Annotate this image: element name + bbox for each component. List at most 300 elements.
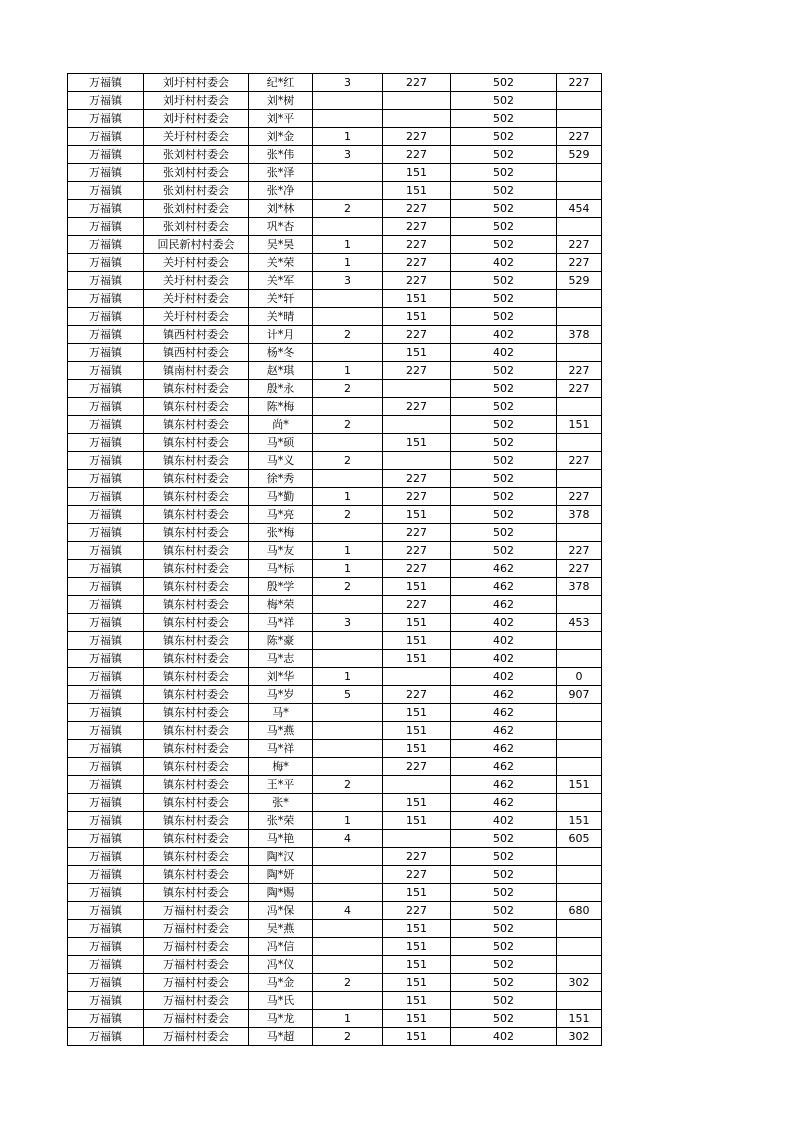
- village-committee-cell: 镇南村村委会: [144, 362, 249, 380]
- total-cell: 227: [557, 74, 602, 92]
- table-row: [68, 776, 602, 794]
- village-committee-cell: 镇东村村委会: [144, 740, 249, 758]
- count-cell: [313, 344, 383, 362]
- count-cell: [313, 110, 383, 128]
- amount-b-cell: 502: [451, 992, 557, 1010]
- total-cell: 529: [557, 272, 602, 290]
- name-cell: 马*标: [249, 560, 313, 578]
- total-cell: 227: [557, 560, 602, 578]
- amount-a-cell: 227: [383, 218, 451, 236]
- amount-a-cell: 227: [383, 686, 451, 704]
- town-cell: 万福镇: [68, 866, 144, 884]
- village-committee-cell: 镇东村村委会: [144, 848, 249, 866]
- town-cell: 万福镇: [68, 974, 144, 992]
- amount-b-cell: 462: [451, 596, 557, 614]
- count-cell: 4: [313, 902, 383, 920]
- table-row: [68, 794, 602, 812]
- table-row: [68, 722, 602, 740]
- village-committee-cell: 刘圩村村委会: [144, 92, 249, 110]
- amount-a-cell: 227: [383, 128, 451, 146]
- total-cell: [557, 740, 602, 758]
- amount-b-cell: 502: [451, 524, 557, 542]
- amount-a-cell: 151: [383, 344, 451, 362]
- amount-b-cell: 502: [451, 92, 557, 110]
- town-cell: 万福镇: [68, 686, 144, 704]
- town-cell: 万福镇: [68, 848, 144, 866]
- town-cell: 万福镇: [68, 218, 144, 236]
- count-cell: [313, 218, 383, 236]
- name-cell: 陶*汉: [249, 848, 313, 866]
- table-row: [68, 452, 602, 470]
- table-row: [68, 686, 602, 704]
- total-cell: 151: [557, 776, 602, 794]
- village-committee-cell: 镇东村村委会: [144, 380, 249, 398]
- table-row: [68, 956, 602, 974]
- amount-a-cell: 227: [383, 902, 451, 920]
- amount-b-cell: 462: [451, 560, 557, 578]
- amount-b-cell: 502: [451, 362, 557, 380]
- table-row: [68, 632, 602, 650]
- count-cell: [313, 920, 383, 938]
- town-cell: 万福镇: [68, 164, 144, 182]
- total-cell: [557, 218, 602, 236]
- amount-b-cell: 502: [451, 974, 557, 992]
- name-cell: 马*金: [249, 974, 313, 992]
- village-committee-cell: 镇东村村委会: [144, 812, 249, 830]
- name-cell: 马*燕: [249, 722, 313, 740]
- village-committee-cell: 关圩村村委会: [144, 308, 249, 326]
- village-committee-cell: 万福村村委会: [144, 938, 249, 956]
- village-committee-cell: 镇东村村委会: [144, 596, 249, 614]
- amount-a-cell: 151: [383, 956, 451, 974]
- name-cell: 刘*华: [249, 668, 313, 686]
- total-cell: 378: [557, 578, 602, 596]
- total-cell: [557, 722, 602, 740]
- village-committee-cell: 张刘村村委会: [144, 218, 249, 236]
- table-row: [68, 992, 602, 1010]
- total-cell: 302: [557, 1028, 602, 1046]
- table-row: [68, 272, 602, 290]
- count-cell: [313, 524, 383, 542]
- village-committee-cell: 镇东村村委会: [144, 758, 249, 776]
- count-cell: [313, 722, 383, 740]
- village-committee-cell: 万福村村委会: [144, 974, 249, 992]
- count-cell: [313, 596, 383, 614]
- table-row: [68, 920, 602, 938]
- amount-b-cell: 402: [451, 614, 557, 632]
- count-cell: [313, 884, 383, 902]
- amount-a-cell: 227: [383, 848, 451, 866]
- total-cell: 151: [557, 416, 602, 434]
- table-row: [68, 488, 602, 506]
- amount-b-cell: 462: [451, 704, 557, 722]
- village-committee-cell: 回民新村村委会: [144, 236, 249, 254]
- name-cell: 刘*林: [249, 200, 313, 218]
- town-cell: 万福镇: [68, 668, 144, 686]
- village-committee-cell: 镇东村村委会: [144, 704, 249, 722]
- table-row: [68, 146, 602, 164]
- amount-b-cell: 502: [451, 542, 557, 560]
- name-cell: 殷*永: [249, 380, 313, 398]
- town-cell: 万福镇: [68, 740, 144, 758]
- town-cell: 万福镇: [68, 542, 144, 560]
- town-cell: 万福镇: [68, 902, 144, 920]
- amount-a-cell: [383, 830, 451, 848]
- table-row: [68, 110, 602, 128]
- village-committee-cell: 镇东村村委会: [144, 560, 249, 578]
- table-row: [68, 938, 602, 956]
- name-cell: 马*: [249, 704, 313, 722]
- name-cell: 徐*秀: [249, 470, 313, 488]
- total-cell: [557, 596, 602, 614]
- name-cell: 刘*树: [249, 92, 313, 110]
- table-row: [68, 470, 602, 488]
- count-cell: 2: [313, 326, 383, 344]
- count-cell: 2: [313, 506, 383, 524]
- village-committee-cell: 关圩村村委会: [144, 272, 249, 290]
- total-cell: 227: [557, 128, 602, 146]
- table-row: [68, 848, 602, 866]
- name-cell: 冯*仪: [249, 956, 313, 974]
- total-cell: [557, 758, 602, 776]
- total-cell: [557, 290, 602, 308]
- count-cell: [313, 848, 383, 866]
- town-cell: 万福镇: [68, 362, 144, 380]
- amount-b-cell: 502: [451, 848, 557, 866]
- name-cell: 杨*冬: [249, 344, 313, 362]
- amount-a-cell: 151: [383, 182, 451, 200]
- town-cell: 万福镇: [68, 794, 144, 812]
- amount-b-cell: 502: [451, 290, 557, 308]
- total-cell: 0: [557, 668, 602, 686]
- amount-b-cell: 502: [451, 236, 557, 254]
- town-cell: 万福镇: [68, 722, 144, 740]
- town-cell: 万福镇: [68, 488, 144, 506]
- town-cell: 万福镇: [68, 524, 144, 542]
- amount-b-cell: 462: [451, 740, 557, 758]
- name-cell: 马*友: [249, 542, 313, 560]
- table-row: [68, 1010, 602, 1028]
- village-committee-cell: 镇东村村委会: [144, 452, 249, 470]
- village-committee-cell: 张刘村村委会: [144, 182, 249, 200]
- count-cell: [313, 704, 383, 722]
- town-cell: 万福镇: [68, 434, 144, 452]
- count-cell: [313, 308, 383, 326]
- village-committee-cell: 镇西村村委会: [144, 344, 249, 362]
- amount-a-cell: 151: [383, 722, 451, 740]
- village-committee-cell: 镇东村村委会: [144, 416, 249, 434]
- total-cell: 227: [557, 362, 602, 380]
- total-cell: 378: [557, 326, 602, 344]
- total-cell: 227: [557, 380, 602, 398]
- total-cell: 454: [557, 200, 602, 218]
- village-committee-cell: 镇东村村委会: [144, 686, 249, 704]
- name-cell: 吴*燕: [249, 920, 313, 938]
- village-committee-cell: 镇东村村委会: [144, 434, 249, 452]
- town-cell: 万福镇: [68, 758, 144, 776]
- amount-b-cell: 502: [451, 182, 557, 200]
- amount-a-cell: 151: [383, 434, 451, 452]
- village-committee-cell: 万福村村委会: [144, 956, 249, 974]
- town-cell: 万福镇: [68, 920, 144, 938]
- count-cell: 1: [313, 542, 383, 560]
- name-cell: 计*月: [249, 326, 313, 344]
- table-row: [68, 74, 602, 92]
- name-cell: 陈*豪: [249, 632, 313, 650]
- amount-a-cell: 151: [383, 290, 451, 308]
- name-cell: 关*荣: [249, 254, 313, 272]
- count-cell: 2: [313, 452, 383, 470]
- amount-a-cell: [383, 110, 451, 128]
- name-cell: 马*志: [249, 650, 313, 668]
- town-cell: 万福镇: [68, 182, 144, 200]
- amount-a-cell: [383, 668, 451, 686]
- total-cell: 605: [557, 830, 602, 848]
- name-cell: 马*艳: [249, 830, 313, 848]
- amount-a-cell: 227: [383, 272, 451, 290]
- amount-a-cell: 151: [383, 938, 451, 956]
- amount-b-cell: 502: [451, 308, 557, 326]
- name-cell: 陈*梅: [249, 398, 313, 416]
- amount-a-cell: 227: [383, 542, 451, 560]
- total-cell: [557, 794, 602, 812]
- count-cell: 3: [313, 146, 383, 164]
- table-row: [68, 254, 602, 272]
- count-cell: [313, 92, 383, 110]
- town-cell: 万福镇: [68, 236, 144, 254]
- total-cell: [557, 182, 602, 200]
- name-cell: 关*轩: [249, 290, 313, 308]
- amount-b-cell: 502: [451, 902, 557, 920]
- data-table: [67, 73, 602, 1046]
- town-cell: 万福镇: [68, 650, 144, 668]
- table-row: [68, 902, 602, 920]
- table-row: [68, 398, 602, 416]
- amount-a-cell: 151: [383, 632, 451, 650]
- amount-a-cell: [383, 92, 451, 110]
- town-cell: 万福镇: [68, 326, 144, 344]
- count-cell: [313, 794, 383, 812]
- amount-b-cell: 502: [451, 938, 557, 956]
- name-cell: 马*祥: [249, 614, 313, 632]
- table-row: [68, 506, 602, 524]
- town-cell: 万福镇: [68, 200, 144, 218]
- village-committee-cell: 镇东村村委会: [144, 542, 249, 560]
- total-cell: 227: [557, 452, 602, 470]
- total-cell: [557, 398, 602, 416]
- total-cell: [557, 992, 602, 1010]
- table-row: [68, 164, 602, 182]
- town-cell: 万福镇: [68, 830, 144, 848]
- village-committee-cell: 万福村村委会: [144, 1028, 249, 1046]
- village-committee-cell: 刘圩村村委会: [144, 110, 249, 128]
- town-cell: 万福镇: [68, 938, 144, 956]
- town-cell: 万福镇: [68, 290, 144, 308]
- village-committee-cell: 刘圩村村委会: [144, 74, 249, 92]
- name-cell: 关*军: [249, 272, 313, 290]
- village-committee-cell: 万福村村委会: [144, 1010, 249, 1028]
- total-cell: 378: [557, 506, 602, 524]
- town-cell: 万福镇: [68, 344, 144, 362]
- village-committee-cell: 关圩村村委会: [144, 254, 249, 272]
- amount-a-cell: 151: [383, 614, 451, 632]
- amount-a-cell: 227: [383, 236, 451, 254]
- count-cell: 2: [313, 416, 383, 434]
- total-cell: [557, 308, 602, 326]
- amount-b-cell: 402: [451, 326, 557, 344]
- count-cell: [313, 290, 383, 308]
- village-committee-cell: 镇东村村委会: [144, 866, 249, 884]
- town-cell: 万福镇: [68, 1028, 144, 1046]
- amount-b-cell: 502: [451, 434, 557, 452]
- village-committee-cell: 镇东村村委会: [144, 398, 249, 416]
- village-committee-cell: 镇东村村委会: [144, 650, 249, 668]
- name-cell: 冯*信: [249, 938, 313, 956]
- name-cell: 赵*琪: [249, 362, 313, 380]
- amount-a-cell: 151: [383, 794, 451, 812]
- amount-a-cell: 151: [383, 578, 451, 596]
- total-cell: 529: [557, 146, 602, 164]
- amount-a-cell: 227: [383, 470, 451, 488]
- village-committee-cell: 万福村村委会: [144, 920, 249, 938]
- table-row: [68, 344, 602, 362]
- amount-b-cell: 502: [451, 884, 557, 902]
- amount-b-cell: 402: [451, 344, 557, 362]
- total-cell: [557, 632, 602, 650]
- count-cell: 2: [313, 200, 383, 218]
- count-cell: [313, 632, 383, 650]
- total-cell: 227: [557, 236, 602, 254]
- amount-b-cell: 462: [451, 758, 557, 776]
- total-cell: [557, 956, 602, 974]
- town-cell: 万福镇: [68, 128, 144, 146]
- amount-b-cell: 502: [451, 164, 557, 182]
- total-cell: [557, 524, 602, 542]
- table-row: [68, 650, 602, 668]
- name-cell: 马*义: [249, 452, 313, 470]
- village-committee-cell: 镇东村村委会: [144, 506, 249, 524]
- count-cell: 3: [313, 272, 383, 290]
- count-cell: 2: [313, 776, 383, 794]
- village-committee-cell: 万福村村委会: [144, 902, 249, 920]
- amount-a-cell: 151: [383, 704, 451, 722]
- town-cell: 万福镇: [68, 254, 144, 272]
- total-cell: [557, 164, 602, 182]
- count-cell: 1: [313, 668, 383, 686]
- count-cell: [313, 758, 383, 776]
- amount-b-cell: 502: [451, 146, 557, 164]
- total-cell: 907: [557, 686, 602, 704]
- amount-b-cell: 502: [451, 488, 557, 506]
- town-cell: 万福镇: [68, 74, 144, 92]
- amount-a-cell: 227: [383, 74, 451, 92]
- amount-a-cell: 227: [383, 560, 451, 578]
- table-row: [68, 812, 602, 830]
- village-committee-cell: 镇东村村委会: [144, 668, 249, 686]
- name-cell: 马*岁: [249, 686, 313, 704]
- table-row: [68, 668, 602, 686]
- total-cell: [557, 884, 602, 902]
- count-cell: 1: [313, 362, 383, 380]
- amount-b-cell: 462: [451, 776, 557, 794]
- total-cell: [557, 92, 602, 110]
- town-cell: 万福镇: [68, 92, 144, 110]
- name-cell: 马*超: [249, 1028, 313, 1046]
- table-row: [68, 308, 602, 326]
- amount-a-cell: 151: [383, 884, 451, 902]
- table-row: [68, 866, 602, 884]
- amount-a-cell: 151: [383, 164, 451, 182]
- amount-b-cell: 402: [451, 632, 557, 650]
- count-cell: [313, 470, 383, 488]
- town-cell: 万福镇: [68, 560, 144, 578]
- table-row: [68, 236, 602, 254]
- table-row: [68, 362, 602, 380]
- village-committee-cell: 镇东村村委会: [144, 776, 249, 794]
- amount-b-cell: 502: [451, 272, 557, 290]
- village-committee-cell: 镇东村村委会: [144, 578, 249, 596]
- table-row: [68, 326, 602, 344]
- count-cell: 1: [313, 236, 383, 254]
- table-row: [68, 380, 602, 398]
- table-body: [68, 74, 602, 1046]
- count-cell: 1: [313, 128, 383, 146]
- total-cell: 151: [557, 1010, 602, 1028]
- amount-b-cell: 462: [451, 722, 557, 740]
- town-cell: 万福镇: [68, 578, 144, 596]
- name-cell: 马*亮: [249, 506, 313, 524]
- count-cell: [313, 938, 383, 956]
- name-cell: 马*硕: [249, 434, 313, 452]
- name-cell: 冯*保: [249, 902, 313, 920]
- name-cell: 梅*: [249, 758, 313, 776]
- count-cell: [313, 740, 383, 758]
- town-cell: 万福镇: [68, 614, 144, 632]
- table-row: [68, 740, 602, 758]
- amount-b-cell: 502: [451, 1010, 557, 1028]
- name-cell: 马*祥: [249, 740, 313, 758]
- amount-b-cell: 402: [451, 812, 557, 830]
- town-cell: 万福镇: [68, 812, 144, 830]
- village-committee-cell: 镇东村村委会: [144, 632, 249, 650]
- count-cell: 3: [313, 614, 383, 632]
- name-cell: 马*氏: [249, 992, 313, 1010]
- count-cell: 1: [313, 812, 383, 830]
- count-cell: [313, 992, 383, 1010]
- town-cell: 万福镇: [68, 272, 144, 290]
- total-cell: [557, 866, 602, 884]
- amount-a-cell: 151: [383, 650, 451, 668]
- table-row: [68, 974, 602, 992]
- count-cell: 1: [313, 488, 383, 506]
- name-cell: 王*平: [249, 776, 313, 794]
- table-row: [68, 92, 602, 110]
- town-cell: 万福镇: [68, 632, 144, 650]
- amount-b-cell: 502: [451, 128, 557, 146]
- amount-a-cell: 151: [383, 974, 451, 992]
- amount-b-cell: 402: [451, 650, 557, 668]
- total-cell: [557, 650, 602, 668]
- total-cell: [557, 470, 602, 488]
- total-cell: 151: [557, 812, 602, 830]
- count-cell: 1: [313, 560, 383, 578]
- amount-b-cell: 502: [451, 830, 557, 848]
- name-cell: 尚*: [249, 416, 313, 434]
- town-cell: 万福镇: [68, 956, 144, 974]
- town-cell: 万福镇: [68, 776, 144, 794]
- name-cell: 巩*杏: [249, 218, 313, 236]
- amount-b-cell: 502: [451, 380, 557, 398]
